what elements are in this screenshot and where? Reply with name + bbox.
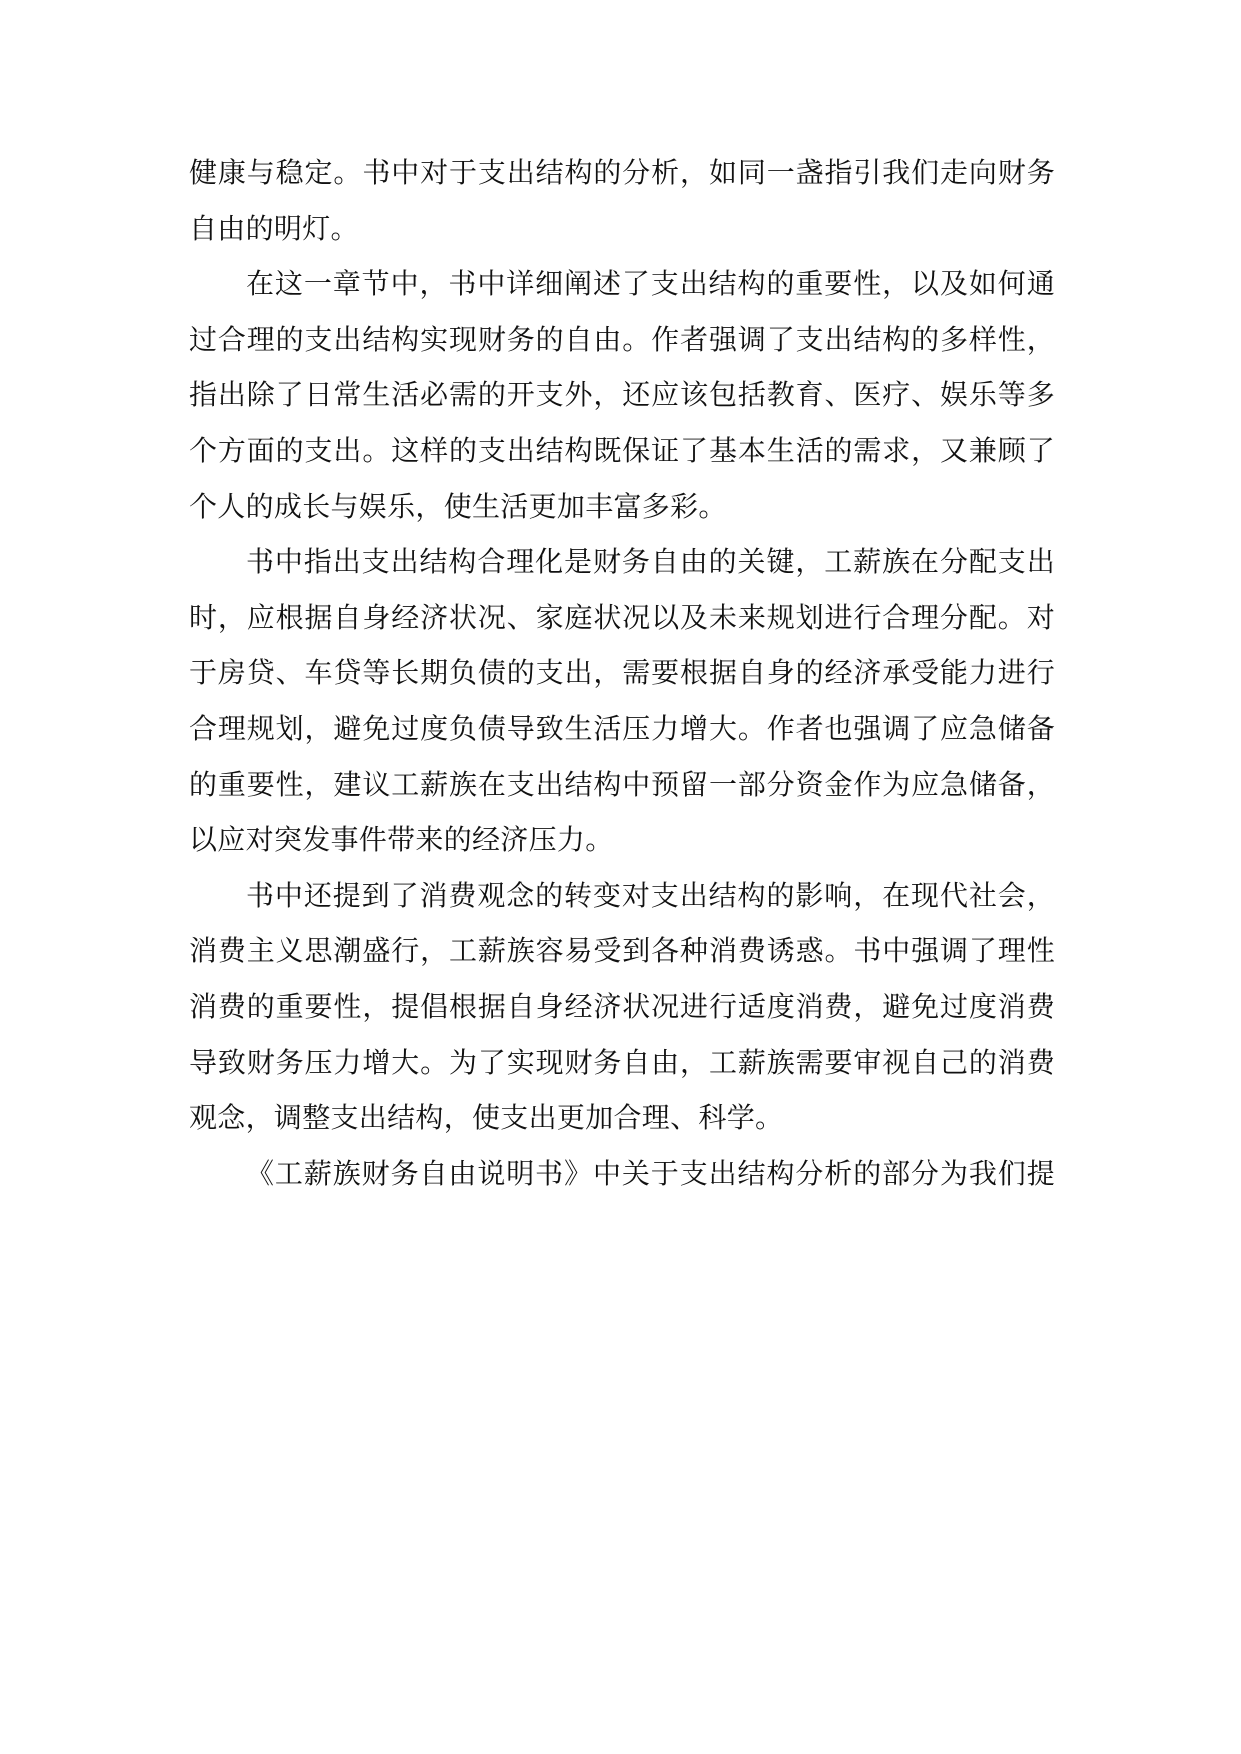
text-line: 在这一章节中，书中详细阐述了支出结构的重要性，以及如何通: [246, 267, 1055, 301]
text-line: 《工薪族财务自由说明书》中关于支出结构分析的部分为我们提: [246, 1156, 1055, 1190]
text-line: 导致财务压力增大。为了实现财务自由，工薪族需要审视自己的消费: [189, 1045, 1055, 1079]
text-line: 消费主义思潮盛行，工薪族容易受到各种消费诱惑。书中强调了理性: [189, 934, 1055, 968]
text-line: 个方面的支出。这样的支出结构既保证了基本生活的需求，又兼顾了: [189, 433, 1055, 467]
text-line: 指出除了日常生活必需的开支外，还应该包括教育、医疗、娱乐等多: [189, 378, 1055, 412]
text-line: 健康与稳定。书中对于支出结构的分析，如同一盏指引我们走向财务: [189, 156, 1055, 189]
text-line: 个人的成长与娱乐，使生活更加丰富多彩。: [189, 489, 727, 523]
text-line: 书中还提到了消费观念的转变对支出结构的影响，在现代社会，: [246, 878, 1055, 912]
text-line: 合理规划，避免过度负债导致生活压力增大。作者也强调了应急储备: [189, 711, 1055, 745]
text-line: 于房贷、车贷等长期负债的支出，需要根据自身的经济承受能力进行: [189, 656, 1055, 690]
text-line: 自由的明灯。: [189, 211, 359, 245]
text-line: 书中指出支出结构合理化是财务自由的关键，工薪族在分配支出: [246, 545, 1055, 579]
text-line: 过合理的支出结构实现财务的自由。作者强调了支出结构的多样性，: [189, 322, 1055, 356]
text-line: 的重要性，建议工薪族在支出结构中预留一部分资金作为应急储备，: [189, 767, 1055, 801]
text-line: 时，应根据自身经济状况、家庭状况以及未来规划进行合理分配。对: [189, 600, 1055, 634]
text-line: 以应对突发事件带来的经济压力。: [189, 823, 614, 857]
text-line: 消费的重要性，提倡根据自身经济状况进行适度消费，避免过度消费: [189, 989, 1055, 1023]
body-text: [189, 145, 1055, 1201]
text-line: 观念，调整支出结构，使支出更加合理、科学。: [189, 1101, 784, 1135]
